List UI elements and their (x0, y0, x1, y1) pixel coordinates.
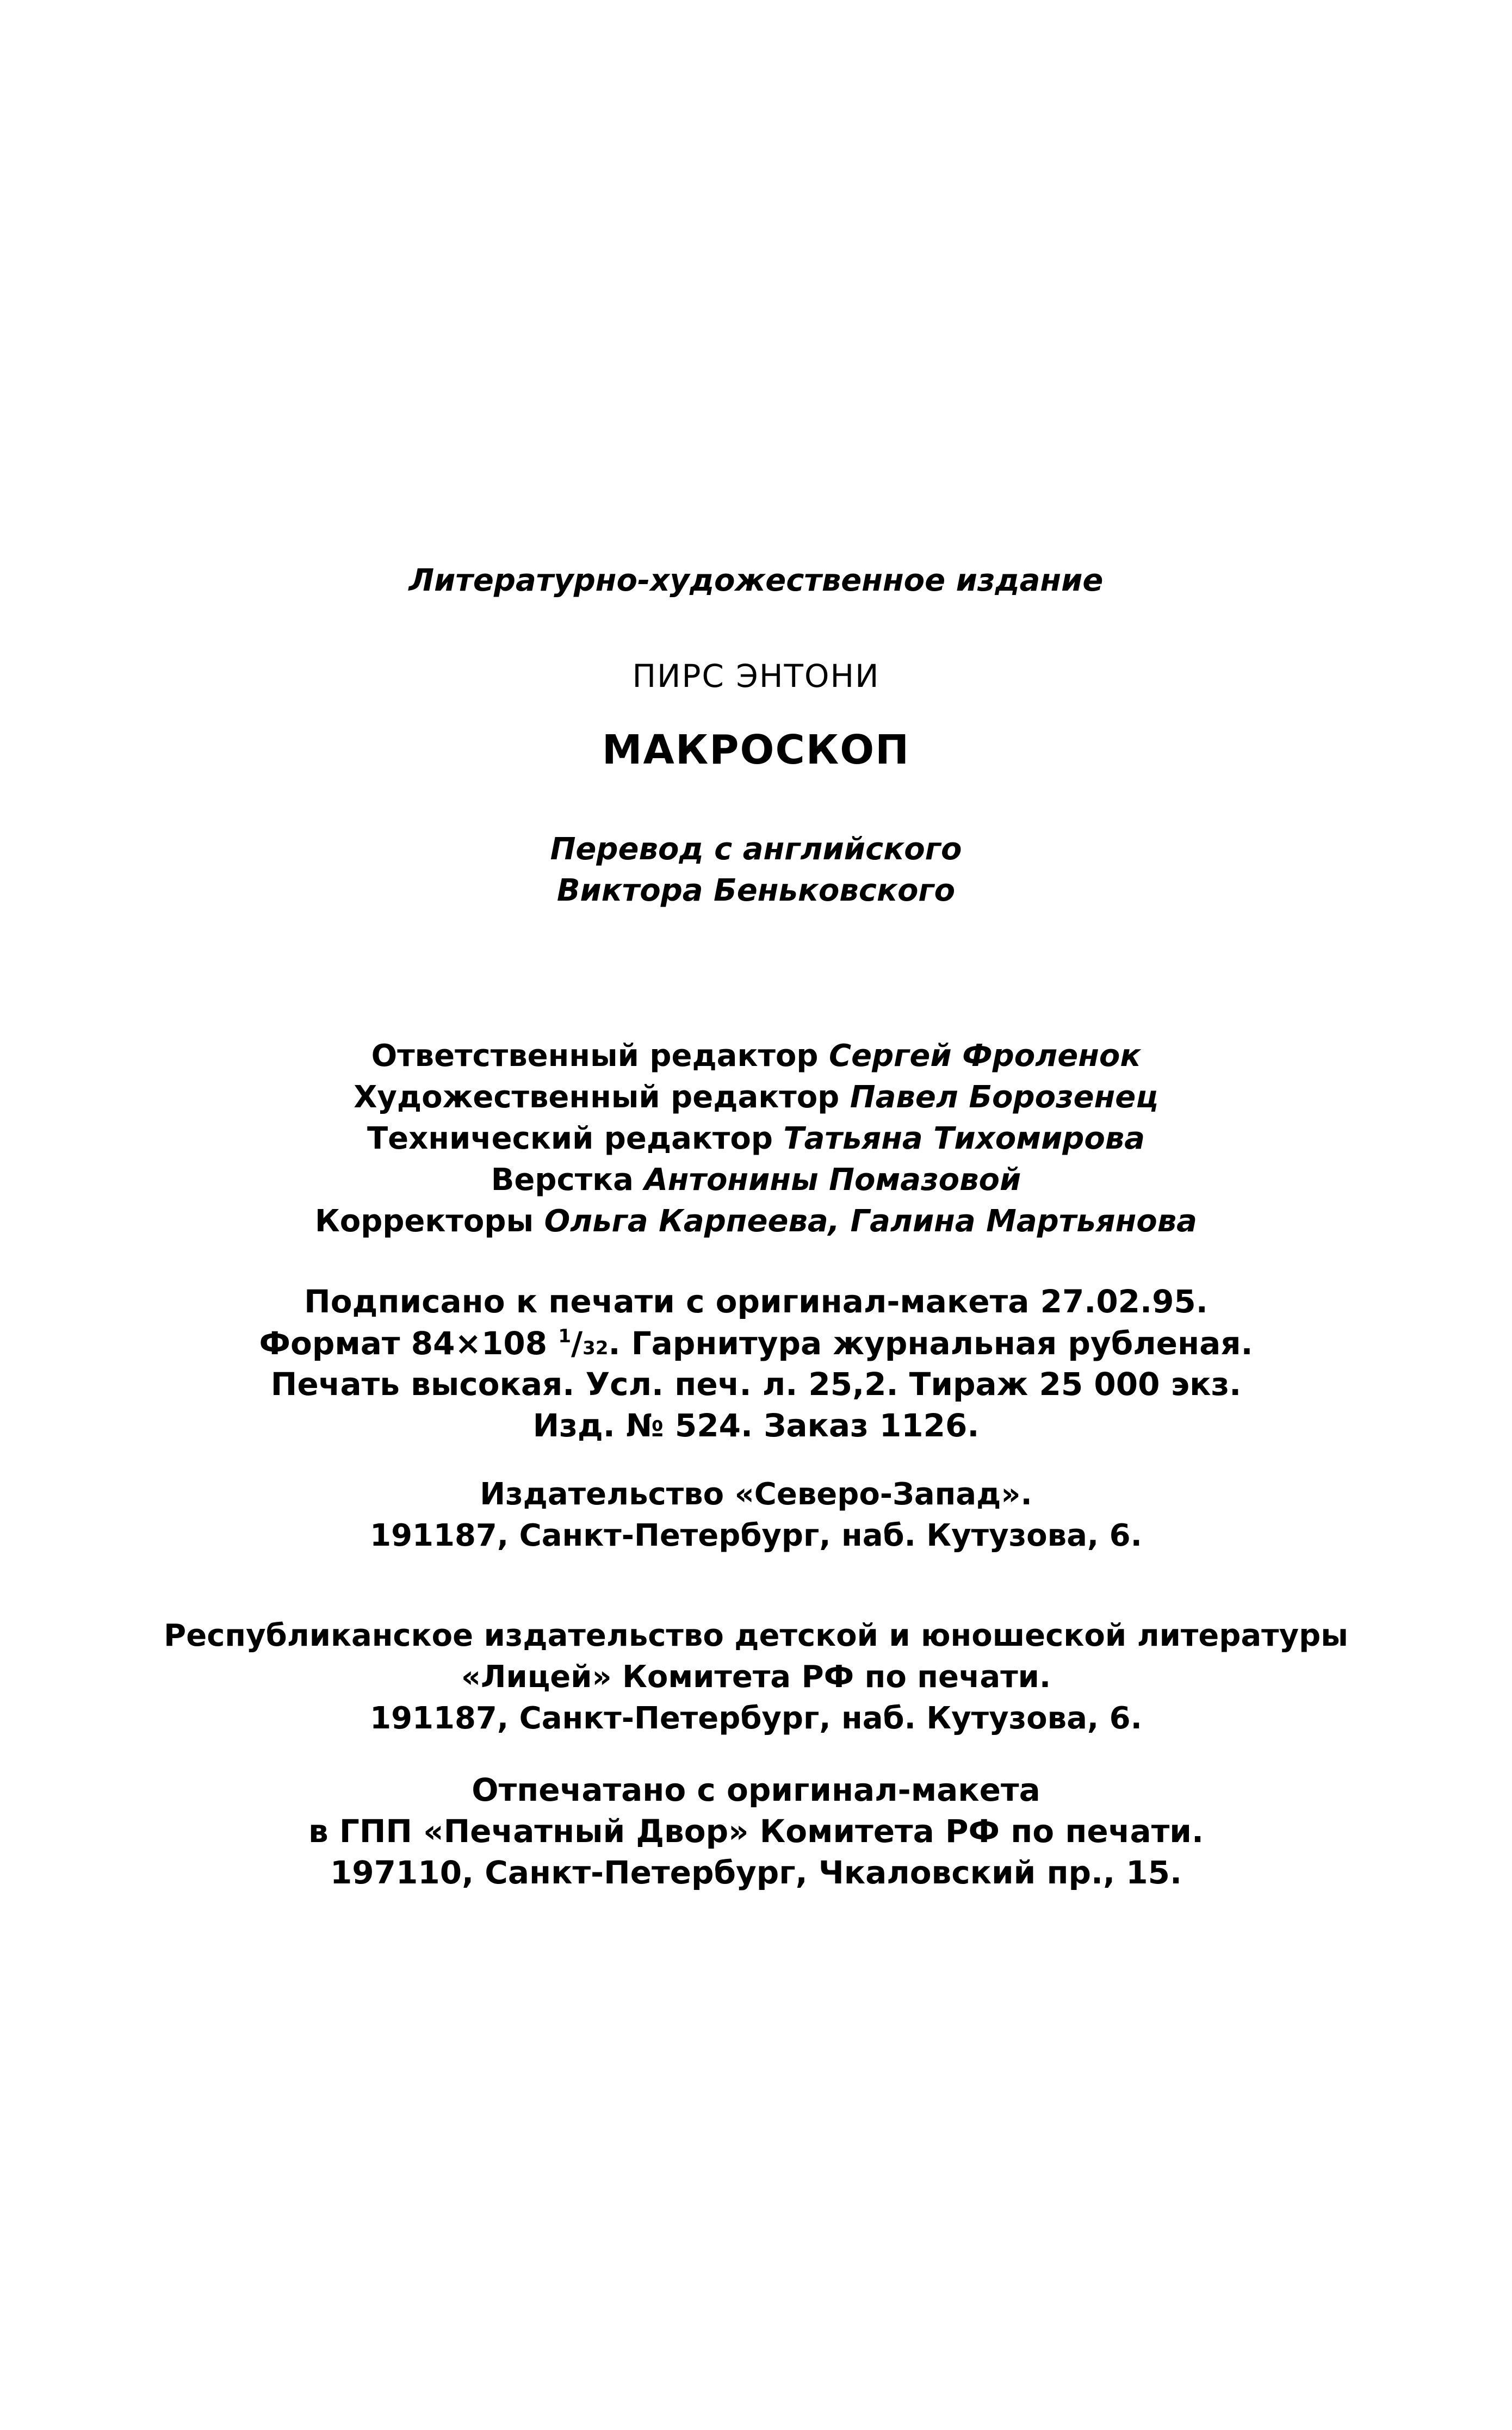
credit-person: Сергей Фроленок (828, 1038, 1141, 1074)
format-fraction-denominator: 32 (583, 1337, 609, 1359)
credit-role: Верстка (491, 1162, 634, 1198)
credit-person: Татьяна Тихомирова (783, 1121, 1145, 1156)
credit-proofreaders (0, 1206, 1512, 1237)
credit-layout (0, 1162, 1512, 1198)
credit-person: Антонины Помазовой (644, 1162, 1021, 1198)
publisher-address: 191187, Санкт-Петербург, наб. Кутузова, 6. (370, 1518, 1142, 1553)
credit-responsible-editor (0, 1038, 1512, 1074)
republic-publisher-address: 191187, Санкт-Петербург, наб. Кутузова, 6. (370, 1701, 1142, 1736)
printer-line-2: в ГПП «Печатный Двор» Комитета РФ по печати. (308, 1813, 1204, 1850)
print-run: Печать высокая. Усл. печ. л. 25,2. Тираж 25 000 экз. (270, 1366, 1242, 1403)
translation-line-2: Виктора Беньковского (556, 873, 956, 908)
format-prefix: Формат 84×108 (259, 1325, 548, 1362)
edition-type: Литературно-художественное издание (408, 563, 1104, 598)
format-suffix: . Гарнитура журнальная рубленая. (608, 1325, 1253, 1362)
translation-line-1: Перевод с английского (550, 832, 962, 867)
credit-role: Корректоры (315, 1204, 534, 1239)
republic-publisher-line-2: «Лицей» Комитета РФ по печати. (461, 1659, 1051, 1695)
credit-technical-editor (0, 1121, 1512, 1156)
book-title: МАКРОСКОП (602, 727, 910, 773)
publisher-name: Издательство «Северо-Запад». (480, 1477, 1032, 1512)
printer-address: 197110, Санкт-Петербург, Чкаловский пр., 15. (330, 1854, 1182, 1891)
credit-role: Ответственный редактор (371, 1038, 819, 1074)
author-name: ПИРС ЭНТОНИ (632, 658, 880, 695)
format-fraction-numerator: 1 (558, 1325, 571, 1347)
credit-person: Павел Борозенец (850, 1080, 1158, 1115)
print-order: Изд. № 524. Заказ 1126. (532, 1407, 980, 1444)
credit-art-editor (0, 1082, 1512, 1113)
credit-role: Технический редактор (367, 1121, 773, 1156)
print-format: Формат 84×108 $^1$/32. Гарнитура журнальная рубленая. (259, 1325, 1253, 1362)
credit-person: Ольга Карпеева, Галина Мартьянова (544, 1204, 1197, 1239)
credit-role: Художественный редактор (354, 1080, 840, 1115)
print-signed: Подписано к печати с оригинал-макета 27.02.95. (304, 1283, 1208, 1320)
printer-line-1: Отпечатано с оригинал-макета (472, 1771, 1040, 1808)
republic-publisher-line-1: Республиканское издательство детской и юношеской литературы (164, 1618, 1348, 1653)
